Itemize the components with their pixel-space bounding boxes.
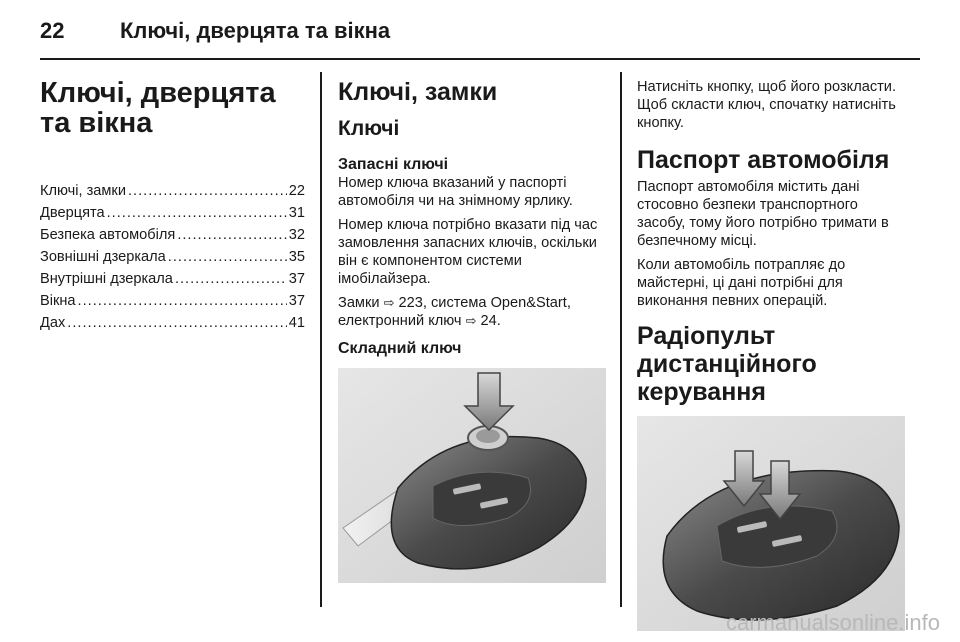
toc-label: Безпека автомобіля: [40, 227, 176, 243]
section-title: Ключі, замки: [338, 78, 498, 106]
toc-entry[interactable]: [40, 312, 305, 334]
toc-label: Дах: [40, 315, 66, 331]
vehicle-passport-heading: Паспорт автомобіля: [637, 146, 890, 174]
page-number: 22: [40, 18, 65, 43]
remote-control-heading: Радіопульт дистанційного керування: [637, 322, 817, 406]
watermark: carmanualsonline.info: [725, 610, 940, 635]
key-number-paragraph: Номер ключа вказаний у паспорті автомобіля чи на знімному ярлику.: [338, 175, 573, 209]
chapter-title: Ключі, дверцята та вікна: [40, 77, 276, 139]
toc-entry[interactable]: [40, 202, 305, 224]
toc-page: 31: [288, 205, 305, 221]
key-order-paragraph: Номер ключа потрібно вказати під час замовлення запасних ключів, оскільки він є компонентом системи імобілайзера.: [338, 217, 598, 287]
folding-key-illustration: [338, 368, 606, 583]
toc-page: 22: [288, 183, 305, 199]
toc-label: Ключі, замки: [40, 183, 126, 199]
toc-label: Внутрішні дзеркала: [40, 271, 173, 287]
folding-instructions-paragraph: Натисніть кнопку, щоб його розкласти. Щоб скласти ключ, спочатку натисніть кнопку.: [637, 79, 897, 131]
cross-reference-paragraph: Замки ⇨ 223, система Open&Start, електронний ключ ⇨ 24.: [338, 295, 571, 329]
toc-entry[interactable]: [40, 268, 305, 290]
toc-entry[interactable]: [40, 180, 305, 202]
toc-entry[interactable]: [40, 246, 305, 268]
toc-entry[interactable]: [40, 290, 305, 312]
toc-page: 32: [288, 227, 305, 243]
folding-key-heading: Складний ключ: [338, 340, 462, 357]
right-column: [637, 78, 905, 631]
keys-column: [338, 78, 606, 583]
toc-entry[interactable]: [40, 224, 305, 246]
toc-page: 35: [288, 249, 305, 265]
vehicle-passport-paragraph-2: Коли автомобіль потрапляє до майстерні, ці дані потрібні для виконання певних операцій.: [637, 257, 846, 309]
column-divider-left: [320, 72, 322, 607]
toc-page: 37: [288, 271, 305, 287]
keys-heading: Ключі: [338, 117, 400, 140]
toc-label: Зовнішні дзеркала: [40, 249, 166, 265]
toc-page: 41: [288, 315, 305, 331]
spare-keys-heading: Запасні ключі: [338, 156, 449, 173]
page-reference-icon[interactable]: ⇨: [465, 313, 477, 328]
table-of-contents: [40, 180, 305, 334]
vehicle-passport-paragraph-1: Паспорт автомобіля містить дані стосовно безпеки транспортного засобу, тому його потрібно тримати в безпечному місці.: [637, 179, 889, 249]
column-divider-right: [620, 72, 622, 607]
page-reference-icon[interactable]: ⇨: [383, 295, 395, 310]
toc-page: 37: [288, 293, 305, 309]
page-header: [40, 14, 920, 54]
header-rule: [40, 58, 920, 60]
remote-control-illustration: [637, 416, 905, 631]
toc-label: Дверцята: [40, 205, 105, 221]
running-title: Ключі, дверцята та вікна: [120, 18, 391, 43]
chapter-column: [40, 78, 305, 334]
toc-label: Вікна: [40, 293, 76, 309]
